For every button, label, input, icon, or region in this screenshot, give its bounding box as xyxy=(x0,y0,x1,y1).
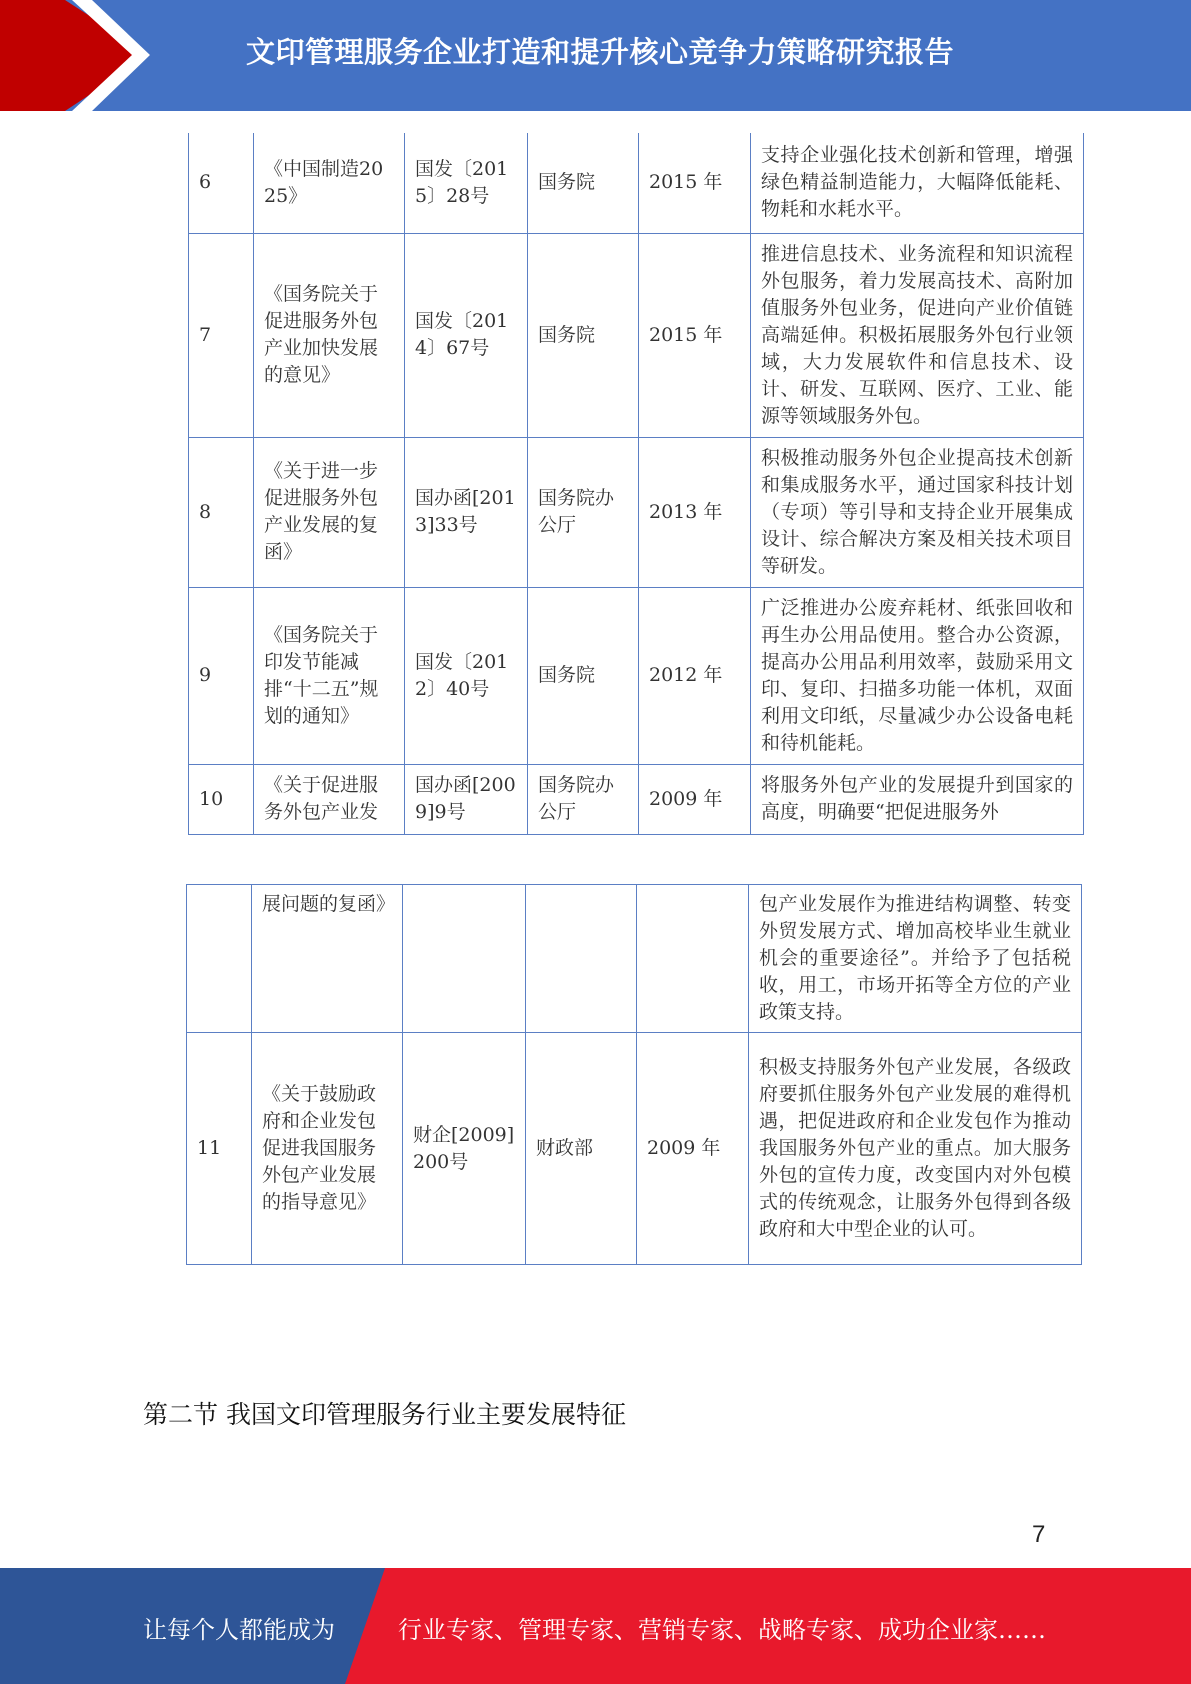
policy-content: 积极支持服务外包产业发展，各级政府要抓住服务外包产业发展的难得机遇，把促进政府和企业发包作为推动我国服务外包产业的重点。加大服务外包的宣传力度，改变国内对外包模式的传统观念，让服务外包得到各级政府和大中型企业的认可。 xyxy=(749,1033,1082,1265)
document-number xyxy=(403,885,526,1033)
policy-table-part2 xyxy=(186,884,1082,1265)
table-row xyxy=(189,133,1084,233)
issue-year: 2009 年 xyxy=(639,764,751,834)
section-heading: 第二节 我国文印管理服务行业主要发展特征 xyxy=(143,1400,626,1429)
page-header xyxy=(0,0,1191,111)
footer-slogan-left: 让每个人都能成为 xyxy=(143,1616,335,1644)
document-number: 国办函[2009]9号 xyxy=(405,764,528,834)
page-number: 7 xyxy=(1032,1521,1046,1548)
document-number: 财企[2009]200号 xyxy=(403,1033,526,1265)
policy-name: 《国务院关于促进服务外包产业加快发展的意见》 xyxy=(254,233,405,437)
report-title: 文印管理服务企业打造和提升核心竞争力策略研究报告 xyxy=(246,35,955,69)
footer-slogan-right: 行业专家、管理专家、营销专家、战略专家、成功企业家…… xyxy=(398,1616,1046,1644)
document-number: 国发〔2015〕28号 xyxy=(405,133,528,233)
row-number: 6 xyxy=(189,133,254,233)
policy-name: 《国务院关于印发节能减排“十二五”规划的通知》 xyxy=(254,587,405,764)
issue-year: 2013 年 xyxy=(639,437,751,587)
policy-content: 广泛推进办公废弃耗材、纸张回收和再生办公用品使用。整合办公资源，提高办公用品利用效率，鼓励采用文印、复印、扫描多功能一体机，双面利用文印纸，尽量减少办公设备电耗和待机能耗。 xyxy=(751,587,1084,764)
issuing-body: 国务院 xyxy=(528,133,639,233)
table-row xyxy=(189,233,1084,437)
issuing-body: 国务院办公厅 xyxy=(528,764,639,834)
policy-name: 《中国制造2025》 xyxy=(254,133,405,233)
table-row xyxy=(189,764,1084,834)
policy-content: 推进信息技术、业务流程和知识流程外包服务，着力发展高技术、高附加值服务外包业务，促进向产业价值链高端延伸。积极拓展服务外包行业领域，大力发展软件和信息技术、设计、研发、互联网、医疗、工业、能源等领域服务外包。 xyxy=(751,233,1084,437)
row-number xyxy=(187,885,252,1033)
row-number: 8 xyxy=(189,437,254,587)
policy-name: 《关于促进服务外包产业发 xyxy=(254,764,405,834)
table-row xyxy=(189,587,1084,764)
policy-name: 展问题的复函》 xyxy=(252,885,403,1033)
table-row xyxy=(189,437,1084,587)
page-footer xyxy=(0,1568,1191,1684)
issuing-body: 国务院 xyxy=(528,233,639,437)
policy-name: 《关于鼓励政府和企业发包促进我国服务外包产业发展的指导意见》 xyxy=(252,1033,403,1265)
issue-year: 2015 年 xyxy=(639,133,751,233)
issue-year: 2015 年 xyxy=(639,233,751,437)
document-number: 国发〔2012〕40号 xyxy=(405,587,528,764)
issuing-body: 财政部 xyxy=(526,1033,637,1265)
issue-year xyxy=(637,885,749,1033)
issue-year: 2012 年 xyxy=(639,587,751,764)
table-row xyxy=(187,1033,1082,1265)
row-number: 11 xyxy=(187,1033,252,1265)
issuing-body: 国务院办公厅 xyxy=(528,437,639,587)
policy-content: 积极推动服务外包企业提高技术创新和集成服务水平，通过国家科技计划（专项）等引导和支持企业开展集成设计、综合解决方案及相关技术项目等研发。 xyxy=(751,437,1084,587)
table-row xyxy=(187,885,1082,1033)
issuing-body: 国务院 xyxy=(528,587,639,764)
row-number: 9 xyxy=(189,587,254,764)
document-number: 国发〔2014〕67号 xyxy=(405,233,528,437)
policy-table-part1 xyxy=(188,133,1084,835)
document-number: 国办函[2013]33号 xyxy=(405,437,528,587)
policy-name: 《关于进一步促进服务外包产业发展的复函》 xyxy=(254,437,405,587)
row-number: 10 xyxy=(189,764,254,834)
row-number: 7 xyxy=(189,233,254,437)
policy-content: 包产业发展作为推进结构调整、转变外贸发展方式、增加高校毕业生就业机会的重要途径”。并给予了包括税收，用工，市场开拓等全方位的产业政策支持。 xyxy=(749,885,1082,1033)
issuing-body xyxy=(526,885,637,1033)
policy-content: 将服务外包产业的发展提升到国家的高度，明确要“把促进服务外 xyxy=(751,764,1084,834)
issue-year: 2009 年 xyxy=(637,1033,749,1265)
policy-content: 支持企业强化技术创新和管理，增强绿色精益制造能力，大幅降低能耗、物耗和水耗水平。 xyxy=(751,133,1084,233)
